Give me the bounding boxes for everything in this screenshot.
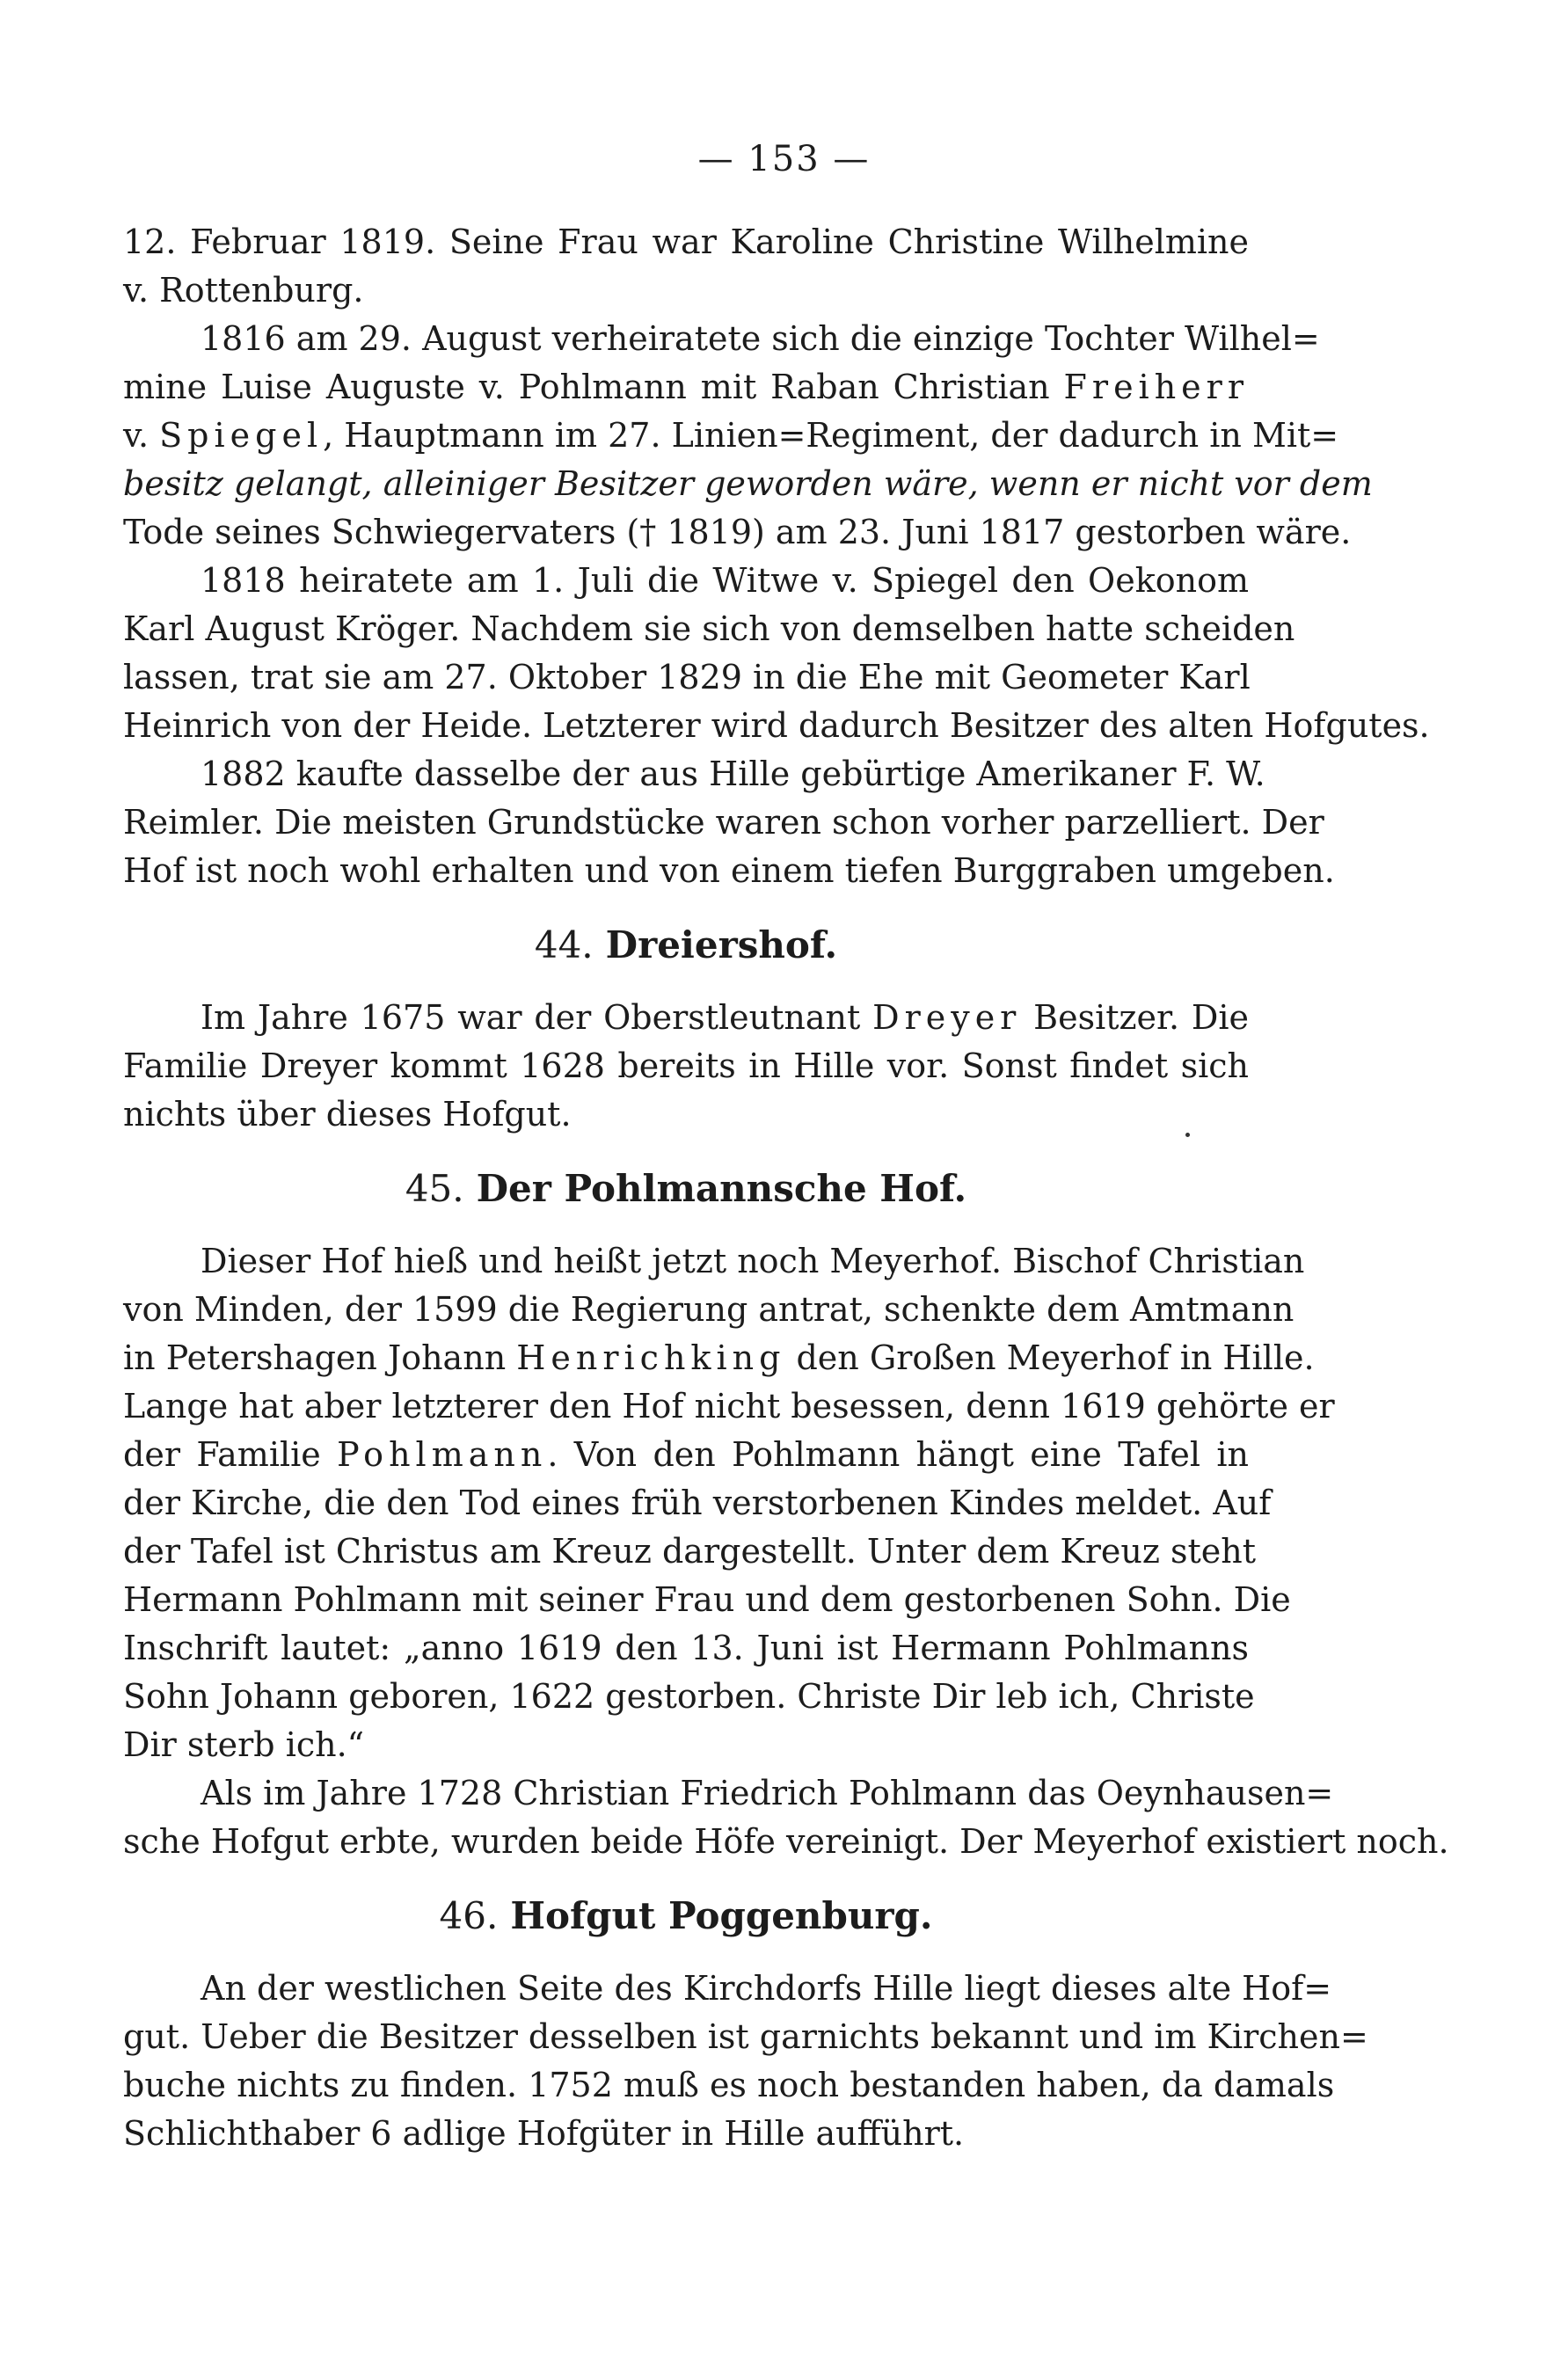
text-span: den Großen Meyerhof in Hille. [785,1338,1315,1377]
text-line: lassen, trat sie am 27. Oktober 1829 in die Ehe mit Geometer Karl [123,658,1251,696]
text-line: buche nichts zu finden. 1752 muß es noch bestanden haben, da damals [123,2066,1335,2104]
emphasized-name: Freiherr [1063,368,1249,406]
text-line: gut. Ueber die Besitzer desselben ist garnichts bekannt und im Kirchen= [123,2017,1368,2056]
ink-speck [1185,1133,1190,1137]
text-line: Dieser Hof hieß und heißt jetzt noch Meyerhof. Bischof Christian [201,1242,1305,1280]
text-line: Karl August Kröger. Nachdem sie sich von demselben hatte scheiden [123,609,1295,648]
section-number: 46. [439,1894,499,1937]
text-span: der Familie [123,1435,338,1474]
text-span: Besitzer. Die [1021,998,1249,1037]
section-title: Hofgut Poggenburg. [510,1894,933,1937]
text-span: mine Luise Auguste v. Pohlmann mit Raban Christian [123,368,1064,406]
text-line: Familie Dreyer kommt 1628 bereits in Hille vor. Sonst findet sich [123,1046,1249,1085]
text-span: Im Jahre 1675 war der Oberstleutnant [201,998,873,1037]
section-heading [123,1866,1249,1965]
text-line: Tode seines Schwiegervaters († 1819) am 23. Juni 1817 gestorben wäre. [123,513,1352,551]
text-line [123,363,1249,412]
section-number: 44. [534,923,594,966]
text-line: besitz gelangt, alleiniger Besitzer geworden wäre, wenn er nicht vor dem [123,464,1373,503]
text-line [123,1431,1249,1479]
text-span: . Von den Pohlmann hängt eine Tafel in [547,1435,1249,1474]
text-line: An der westlichen Seite des Kirchdorfs Hille liegt dieses alte Hof= [201,1969,1332,2008]
text-line: Als im Jahre 1728 Christian Friedrich Pohlmann das Oeynhausen= [201,1774,1334,1812]
text-line [123,412,1339,460]
body-text [123,218,1449,2158]
text-line: 12. Februar 1819. Seine Frau war Karoline Christine Wilhelmine [123,222,1249,261]
text-line: Hermann Pohlmann mit seiner Frau und dem gestorbenen Sohn. Die [123,1580,1291,1619]
text-line: Dir sterb ich.“ [123,1725,365,1764]
emphasized-name: Dreyer [872,998,1022,1037]
text-line: sche Hofgut erbte, wurden beide Höfe vereinigt. Der Meyerhof existiert noch. [123,1822,1449,1861]
section-heading [123,895,1249,994]
text-line: 1816 am 29. August verheiratete sich die einzige Tochter Wilhel= [201,319,1320,358]
text-line: Hof ist noch wohl erhalten und von einem tiefen Burggraben umgeben. [123,851,1335,890]
text-span: v. [123,416,160,455]
text-line: 1818 heiratete am 1. Juli die Witwe v. Spiegel den Oekonom [201,561,1249,600]
text-line: Reimler. Die meisten Grundstücke waren schon vorher parzelliert. Der [123,803,1324,842]
emphasized-name: Spiegel [159,416,324,455]
text-line: von Minden, der 1599 die Regierung antrat, schenkte dem Amtmann [123,1290,1295,1329]
text-line: Inschrift lautet: „anno 1619 den 13. Juni ist Hermann Pohlmanns [123,1629,1249,1667]
text-line: der Tafel ist Christus am Kreuz dargestellt. Unter dem Kreuz steht [123,1532,1256,1571]
section-title: Dreiershof. [605,923,838,966]
section-number: 45. [405,1167,464,1210]
text-line: Lange hat aber letzterer den Hof nicht besessen, denn 1619 gehörte er [123,1387,1335,1425]
page-number: — 153 — [697,139,871,179]
text-line: Heinrich von der Heide. Letzterer wird dadurch Besitzer des alten Hofgutes. [123,706,1430,745]
section-heading [123,1139,1249,1237]
text-line: 1882 kaufte dasselbe der aus Hille gebürtige Amerikaner F. W. [201,755,1265,793]
text-line: Sohn Johann geboren, 1622 gestorben. Christe Dir leb ich, Christe [123,1677,1255,1716]
text-line [123,1334,1315,1382]
text-span: , Hauptmann im 27. Linien=Regiment, der dadurch in Mit= [323,416,1339,455]
text-line [123,994,1249,1042]
text-line: der Kirche, die den Tod eines früh verstorbenen Kindes meldet. Auf [123,1484,1272,1522]
emphasized-name: Henrichking [516,1338,786,1377]
text-line: v. Rottenburg. [123,271,364,310]
section-title: Der Pohlmannsche Hof. [476,1167,967,1210]
emphasized-name: Pohlmann [337,1435,548,1474]
text-line: nichts über dieses Hofgut. [123,1095,572,1134]
text-span: in Petershagen Johann [123,1338,517,1377]
text-line: Schlichthaber 6 adlige Hofgüter in Hille aufführt. [123,2114,965,2153]
